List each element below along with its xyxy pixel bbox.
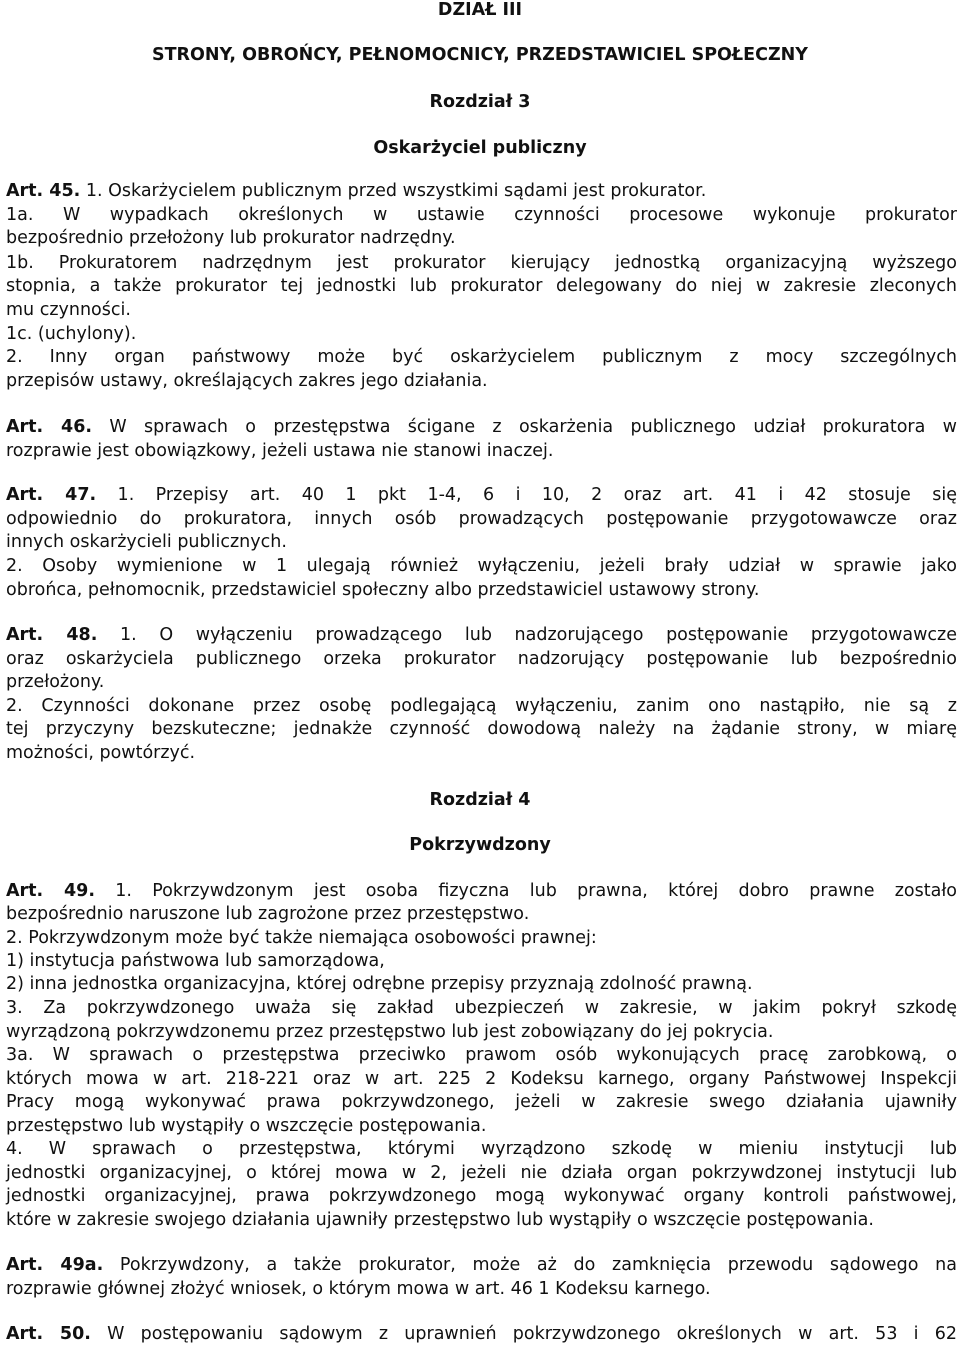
line-text: 1c. (uchylony). [6, 324, 137, 344]
text-line [6, 881, 957, 901]
text-line [6, 300, 131, 320]
dzial-title: STRONY, OBROŃCY, PEŁNOMOCNICY, PRZEDSTAWICIEL SPOŁECZNY [152, 45, 808, 65]
line-text: możności, powtórzyć. [6, 743, 196, 763]
line-text: 1. Przepisy art. 40 1 pkt 1-4, 6 i 10, 2 oraz art. 41 i 42 stosuje się [96, 485, 957, 505]
line-text: 2. Pokrzywdzonym może być także niemająca osobowości prawnej: [6, 928, 597, 948]
text-line [6, 1255, 957, 1275]
line-text: których mowa w art. 218-221 oraz w art. 225 2 Kodeksu karnego, organy Państwowej Inspekcji [6, 1069, 957, 1089]
text-line [6, 1279, 711, 1299]
line-text: W sprawach o przestępstwa ścigane z oskarżenia publicznego udział prokuratora w [92, 417, 957, 437]
line-text: 1a. W wypadkach określonych w ustawie czynności procesowe wykonuje prokurator [6, 205, 957, 225]
text-line [6, 509, 957, 529]
article-number: Art. 49a. [6, 1255, 104, 1275]
line-text: rozprawie jest obowiązkowy, jeżeli ustawa nie stanowi inaczej. [6, 441, 554, 461]
text-line [6, 1163, 957, 1183]
text-line [6, 625, 957, 645]
article-number: Art. 50. [6, 1324, 91, 1344]
text-line [6, 998, 957, 1018]
text-line [6, 371, 488, 391]
rozdzial-3-title: Oskarżyciel publiczny [373, 138, 587, 158]
line-text: 1. O wyłączeniu prowadzącego lub nadzorującego postępowanie przygotowawcze [97, 625, 957, 645]
text-line [6, 719, 957, 739]
line-text: przepisów ustawy, określających zakres jego działania. [6, 371, 488, 391]
line-text: 3. Za pokrzywdzonego uważa się zakład ubezpieczeń w zakresie, w jakim pokrył szkodę [6, 998, 957, 1018]
line-text: rozprawie głównej złożyć wniosek, o którym mowa w art. 46 1 Kodeksu karnego. [6, 1279, 711, 1299]
rozdzial-4-heading: Rozdział 4 [429, 790, 531, 810]
line-text: 1. Pokrzywdzonym jest osoba fizyczna lub prawna, której dobro prawne zostało [95, 881, 958, 901]
line-text: Pracy mogą wykonywać prawa pokrzywdzonego, jeżeli w zakresie swego działania ujawniły [6, 1092, 957, 1112]
line-text: 1) instytucja państwowa lub samorządowa, [6, 951, 385, 971]
text-line [6, 672, 104, 692]
line-text: jednostki organizacyjnej, prawa pokrzywdzonego mogą wykonywać organy kontroli państwowej, [6, 1186, 957, 1206]
text-line [6, 1186, 957, 1206]
text-line [6, 253, 957, 273]
line-text: 1b. Prokuratorem nadrzędnym jest prokurator kierujący jednostką organizacyjną wyższego [6, 253, 957, 273]
text-line [6, 1324, 957, 1344]
text-line [6, 928, 597, 948]
text-line [6, 276, 957, 296]
line-text: W postępowaniu sądowym z uprawnień pokrzywdzonego określonych w art. 53 i 62 [90, 1324, 958, 1344]
line-text: odpowiednio do prokuratora, innych osób prowadzących postępowanie przygotowawcze oraz [6, 509, 957, 529]
text-line [6, 1022, 773, 1042]
rozdzial-3-heading: Rozdział 3 [429, 92, 531, 112]
line-text: 1. Oskarżycielem publicznym przed wszystkimi sądami jest prokurator. [80, 181, 707, 201]
line-text: 3a. W sprawach o przestępstwa przeciwko prawom osób wykonujących pracę zarobkową, o [6, 1045, 957, 1065]
text-line [6, 1139, 957, 1159]
text-line [6, 1069, 957, 1089]
text-line [6, 1116, 486, 1136]
text-line [6, 228, 456, 248]
line-text: 2) inna jednostka organizacyjna, której odrębne przepisy przyznają zdolność prawną. [6, 974, 753, 994]
article-number: Art. 49. [6, 881, 95, 901]
line-text: stopnia, a także prokurator tej jednostki lub prokurator delegowany do niej w zakresie zleconych [6, 276, 957, 296]
article-number: Art. 48. [6, 625, 98, 645]
text-line [6, 904, 529, 924]
line-text: innych oskarżycieli publicznych. [6, 532, 287, 552]
dzial-heading: DZIAŁ III [437, 0, 523, 20]
text-line [6, 324, 136, 344]
line-text: bezpośrednio naruszone lub zagrożone przez przestępstwo. [6, 904, 530, 924]
line-text: oraz oskarżyciela publicznego orzeka prokurator nadzorujący postępowanie lub bezpośrednio [6, 649, 957, 669]
line-text: 2. Inny organ państwowy może być oskarżycielem publicznym z mocy szczególnych [6, 347, 957, 367]
text-line [6, 743, 195, 763]
text-line [6, 441, 553, 461]
text-line [6, 649, 957, 669]
line-text: jednostki organizacyjnej, o której mowa w 2, jeżeli nie działa organ pokrzywdzonej instytucji lub [6, 1163, 957, 1183]
line-text: Pokrzywdzony, a także prokurator, może aż do zamknięcia przewodu sądowego na [103, 1255, 957, 1275]
text-line [6, 347, 957, 367]
line-text: bezpośrednio przełożony lub prokurator nadrzędny. [6, 228, 456, 248]
text-line [6, 696, 957, 716]
text-line [6, 181, 706, 201]
line-text: mu czynności. [6, 300, 131, 320]
text-line [6, 1092, 957, 1112]
line-text: które w zakresie swojego działania ujawniły przestępstwo lub wystąpiły o wszczęcie postępowania. [6, 1210, 874, 1230]
line-text: 2. Osoby wymienione w 1 ulegają również wyłączeniu, jeżeli brały udział w sprawie jako [6, 556, 957, 576]
line-text: 4. W sprawach o przestępstwa, którymi wyrządzono szkodę w mieniu instytucji lub [6, 1139, 957, 1159]
article-number: Art. 46. [6, 417, 93, 437]
line-text: obrońca, pełnomocnik, przedstawiciel społeczny albo przedstawiciel ustawowy strony. [6, 580, 760, 600]
text-line [6, 532, 287, 552]
line-text: tej przyczyny bezskuteczne; jednakże czynność dowodową należy na żądanie strony, w miarę [6, 719, 957, 739]
text-line [6, 951, 385, 971]
line-text: przestępstwo lub wystąpiły o wszczęcie postępowania. [6, 1116, 487, 1136]
line-text: 2. Czynności dokonane przez osobę podlegającą wyłączeniu, zanim ono nastąpiło, nie są z [6, 696, 957, 716]
article-number: Art. 47. [6, 485, 97, 505]
article-number: Art. 45. [6, 181, 81, 201]
text-line [6, 205, 957, 225]
text-line [6, 417, 957, 437]
text-line [6, 1045, 957, 1065]
line-text: przełożony. [6, 672, 105, 692]
text-line [6, 580, 759, 600]
rozdzial-4-title: Pokrzywdzony [409, 835, 551, 855]
line-text: wyrządzoną pokrzywdzonemu przez przestępstwo lub jest zobowiązany do jej pokrycia. [6, 1022, 774, 1042]
text-line [6, 485, 957, 505]
text-line [6, 974, 753, 994]
text-line [6, 556, 957, 576]
text-line [6, 1210, 874, 1230]
